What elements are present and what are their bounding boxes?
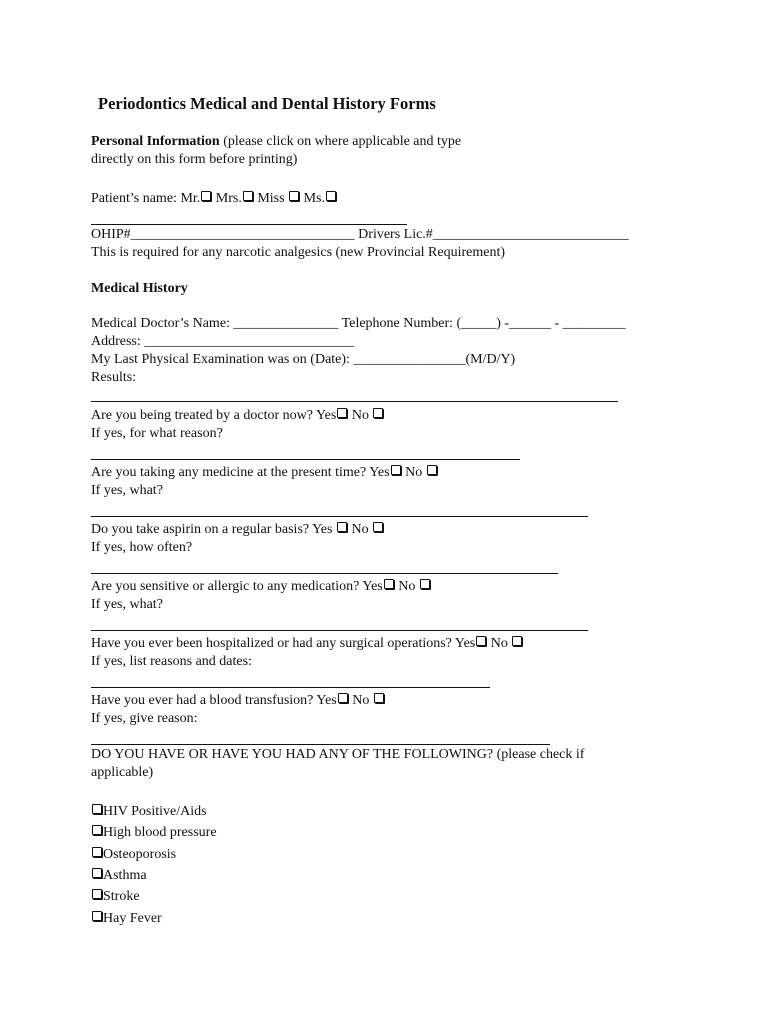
yes-checkbox[interactable] xyxy=(476,636,486,646)
condition-hay-fever[interactable]: Hay Fever xyxy=(91,910,162,928)
personal-info-note: (please click on where applicable and type xyxy=(219,134,462,149)
no-checkbox[interactable] xyxy=(373,408,383,418)
no-checkbox[interactable] xyxy=(427,465,437,475)
followup-treated-reason: If yes, for what reason? xyxy=(91,426,223,441)
condition-stroke[interactable]: Stroke xyxy=(91,888,140,906)
followup-aspirin-how-often: If yes, how often? xyxy=(91,540,193,555)
followup-medicine-what: If yes, what? xyxy=(91,483,163,498)
question-aspirin: Do you take aspirin on a regular basis? Yes No xyxy=(91,521,384,539)
question-taking-medicine: Are you taking any medicine at the present time? Yes No xyxy=(91,464,438,482)
question-allergic: Are you sensitive or allergic to any medication? Yes No xyxy=(91,578,431,596)
checkbox[interactable] xyxy=(92,911,102,921)
yes-checkbox[interactable] xyxy=(337,522,347,532)
yes-checkbox[interactable] xyxy=(338,693,348,703)
salutation-miss: Miss xyxy=(257,191,285,206)
followup-hospital-reasons: If yes, list reasons and dates: xyxy=(91,654,252,669)
ohip-drivers-lic-field[interactable]: OHIP#________________________________ Drivers Lic.#____________________________ xyxy=(91,227,629,242)
allergy-field[interactable] xyxy=(91,630,588,631)
personal-info-heading: Personal Information xyxy=(91,134,220,149)
results-field[interactable] xyxy=(91,401,618,402)
conditions-heading-line-1: DO YOU HAVE OR HAVE YOU HAD ANY OF THE FOLLOWING? (please check if xyxy=(91,747,585,762)
salutation-ms: Ms. xyxy=(303,191,325,206)
salutation-mr: Mr. xyxy=(180,191,201,206)
checkbox[interactable] xyxy=(92,804,102,814)
question-hospitalized: Have you ever been hospitalized or had any surgical operations? Yes No xyxy=(91,635,523,653)
checkbox[interactable] xyxy=(92,889,102,899)
condition-asthma[interactable]: Asthma xyxy=(91,867,147,885)
patient-name-label: Patient’s name: xyxy=(91,191,181,206)
personal-info-note-2: directly on this form before printing) xyxy=(91,152,298,167)
form-title: Periodontics Medical and Dental History Forms xyxy=(98,94,436,113)
checkbox[interactable] xyxy=(92,825,102,835)
yes-checkbox[interactable] xyxy=(384,579,394,589)
yes-checkbox[interactable] xyxy=(391,465,401,475)
conditions-heading-line-2: applicable) xyxy=(91,765,154,780)
condition-osteoporosis[interactable]: Osteoporosis xyxy=(91,846,176,864)
narcotic-note: This is required for any narcotic analgesics (new Provincial Requirement) xyxy=(91,245,506,260)
aspirin-frequency-field[interactable] xyxy=(91,573,558,574)
medical-history-heading: Medical History xyxy=(91,281,188,296)
results-label: Results: xyxy=(91,370,137,385)
checkbox-mrs[interactable] xyxy=(243,191,253,201)
condition-high-blood-pressure[interactable]: High blood pressure xyxy=(91,824,217,842)
patient-name-row xyxy=(91,190,337,208)
no-checkbox[interactable] xyxy=(374,693,384,703)
patient-name-field[interactable] xyxy=(91,224,407,225)
no-checkbox[interactable] xyxy=(420,579,430,589)
checkbox-mr[interactable] xyxy=(201,191,211,201)
condition-hiv[interactable]: HIV Positive/Aids xyxy=(91,803,207,821)
doctor-phone-field[interactable]: Medical Doctor’s Name: _______________ Telephone Number: (_____) -______ - _________ xyxy=(91,316,626,331)
no-checkbox[interactable] xyxy=(373,522,383,532)
salutation-mrs: Mrs. xyxy=(215,191,242,206)
personal-info-heading-line xyxy=(91,133,461,151)
no-checkbox[interactable] xyxy=(512,636,522,646)
checkbox-ms[interactable] xyxy=(326,191,336,201)
yes-checkbox[interactable] xyxy=(337,408,347,418)
hospital-reasons-field[interactable] xyxy=(91,687,490,688)
followup-allergy-what: If yes, what? xyxy=(91,597,163,612)
address-field[interactable]: Address: ______________________________ xyxy=(91,334,355,349)
checkbox[interactable] xyxy=(92,868,102,878)
question-blood-transfusion: Have you ever had a blood transfusion? Yes No xyxy=(91,692,385,710)
question-treated-by-doctor: Are you being treated by a doctor now? Yes No xyxy=(91,407,384,425)
transfusion-reason-field[interactable] xyxy=(91,744,550,745)
physical-exam-date-field[interactable]: My Last Physical Examination was on (Date): ________________(M/D/Y) xyxy=(91,352,516,367)
checkbox-miss[interactable] xyxy=(289,191,299,201)
treated-reason-field[interactable] xyxy=(91,459,520,460)
medicine-field[interactable] xyxy=(91,516,588,517)
followup-transfusion-reason: If yes, give reason: xyxy=(91,711,198,726)
checkbox[interactable] xyxy=(92,847,102,857)
